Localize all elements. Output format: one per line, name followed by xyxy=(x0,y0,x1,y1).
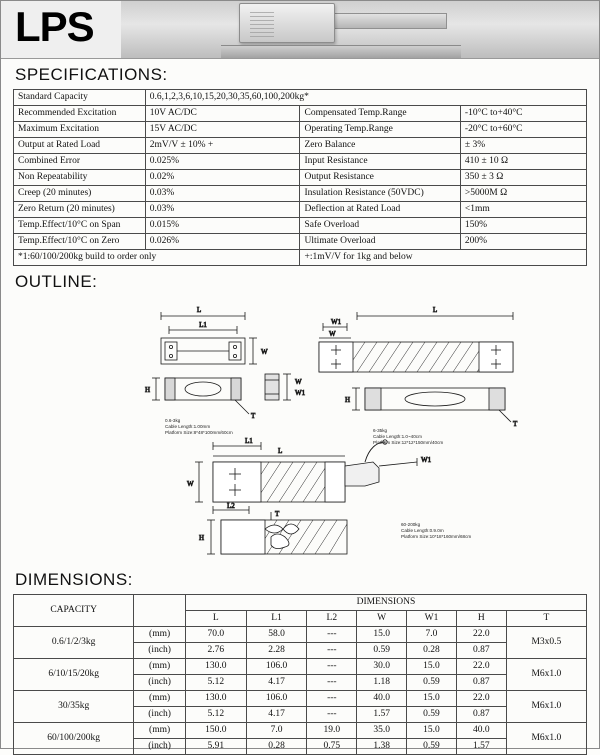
spec-value: 0.015% xyxy=(145,218,300,234)
drawing-caption-large xyxy=(401,522,471,539)
spec-value: -20°C to+60°C xyxy=(460,122,586,138)
drawing-large-side xyxy=(199,510,347,554)
col-unit xyxy=(134,595,186,627)
spec-value: 0.02% xyxy=(145,170,300,186)
spec-value: 0.03% xyxy=(145,202,300,218)
spec-value: 15V AC/DC xyxy=(145,122,300,138)
spec-label: Recommended Excitation xyxy=(14,106,146,122)
table-row xyxy=(14,659,587,675)
spec-footnote-right: +:1mV/V for 1kg and below xyxy=(300,250,587,266)
cell-W1: 0.59 xyxy=(407,675,457,691)
cell-W1: 15.0 xyxy=(407,659,457,675)
outline-drawings xyxy=(13,296,587,564)
cell-L1: 2.28 xyxy=(246,643,307,659)
spec-label: Deflection at Rated Load xyxy=(300,202,460,218)
svg-text:W: W xyxy=(261,348,268,356)
dimensions-heading: DIMENSIONS: xyxy=(15,570,133,589)
cell-H: 40.0 xyxy=(456,723,506,739)
svg-text:Cable Length:1.00mm: Cable Length:1.00mm xyxy=(165,424,211,429)
row-capacity: 60/100/200kg xyxy=(14,723,134,755)
cell-L: 130.0 xyxy=(185,659,246,675)
cell-W: 1.57 xyxy=(357,707,407,723)
spec-label: Zero Balance xyxy=(300,138,460,154)
cell-L1: 106.0 xyxy=(246,659,307,675)
cell-L: 70.0 xyxy=(185,627,246,643)
cell-H: 0.87 xyxy=(456,675,506,691)
spec-value: 10V AC/DC xyxy=(145,106,300,122)
svg-text:W: W xyxy=(329,330,336,338)
spec-value: 2mV/V ± 10% + xyxy=(145,138,300,154)
svg-text:Platform Size:12*12*150mm/40cm: Platform Size:12*12*150mm/40cm xyxy=(373,440,444,445)
spec-footnote-left: *1:60/100/200kg build to order only xyxy=(14,250,300,266)
cell-W1: 0.28 xyxy=(407,643,457,659)
cell-W: 35.0 xyxy=(357,723,407,739)
spec-value: -10°C to+40°C xyxy=(460,106,586,122)
drawing-medium-side xyxy=(345,388,518,428)
cell-W1: 0.59 xyxy=(407,707,457,723)
cell-T: M6x1.0 xyxy=(506,723,586,755)
svg-text:6-35kg: 6-35kg xyxy=(373,428,388,433)
col-capacity: CAPACITY xyxy=(14,595,134,627)
drawing-medium-plan xyxy=(319,306,513,372)
svg-text:Platform Size:8*48*100mm/60cm: Platform Size:8*48*100mm/60cm xyxy=(165,430,233,435)
table-row xyxy=(14,122,587,138)
spec-value: 0.6,1,2,3,6,10,15,20,30,35,60,100,200kg* xyxy=(145,90,586,106)
spec-label: Compensated Temp.Range xyxy=(300,106,460,122)
cell-W: 1.18 xyxy=(357,675,407,691)
cell-H: 1.57 xyxy=(456,739,506,755)
svg-text:W1: W1 xyxy=(331,318,342,326)
page-header xyxy=(1,1,599,59)
cell-L1: 4.17 xyxy=(246,675,307,691)
outline-svg xyxy=(13,296,589,562)
svg-text:W: W xyxy=(187,480,194,488)
table-row xyxy=(14,154,587,170)
col-T: T xyxy=(506,611,586,627)
table-row xyxy=(14,218,587,234)
cell-L: 5.91 xyxy=(185,739,246,755)
spec-value: 0.03% xyxy=(145,186,300,202)
svg-text:Cable Length:1.0~40cm: Cable Length:1.0~40cm xyxy=(373,434,422,439)
row-unit: (inch) xyxy=(134,675,186,691)
row-unit: (mm) xyxy=(134,659,186,675)
svg-text:L: L xyxy=(278,447,283,455)
spec-label: Temp.Effect/10°C on Zero xyxy=(14,234,146,250)
cell-H: 22.0 xyxy=(456,691,506,707)
cell-H: 0.87 xyxy=(456,707,506,723)
table-row xyxy=(14,138,587,154)
col-L1: L1 xyxy=(246,611,307,627)
svg-text:Platform Size:10*18*160mm/68cm: Platform Size:10*18*160mm/68cm xyxy=(401,534,472,539)
row-unit: (mm) xyxy=(134,723,186,739)
col-W: W xyxy=(357,611,407,627)
row-capacity: 30/35kg xyxy=(14,691,134,723)
spec-value: >5000M Ω xyxy=(460,186,586,202)
spec-label: Combined Error xyxy=(14,154,146,170)
svg-text:W1: W1 xyxy=(421,456,432,464)
specifications-heading: SPECIFICATIONS: xyxy=(15,65,168,84)
outline-heading: OUTLINE: xyxy=(15,272,98,291)
spec-label: Standard Capacity xyxy=(14,90,146,106)
drawing-caption-medium xyxy=(373,428,443,445)
cell-H: 22.0 xyxy=(456,659,506,675)
spec-label: Insulation Resistance (50VDC) xyxy=(300,186,460,202)
spec-label: Non Repeatability xyxy=(14,170,146,186)
row-unit: (inch) xyxy=(134,643,186,659)
svg-text:W1: W1 xyxy=(295,389,306,397)
drawing-small-plan xyxy=(161,306,268,364)
row-unit: (inch) xyxy=(134,739,186,755)
row-capacity: 6/10/15/20kg xyxy=(14,659,134,691)
table-row xyxy=(14,202,587,218)
row-unit: (inch) xyxy=(134,707,186,723)
drawing-caption-small xyxy=(165,418,233,435)
row-capacity: 0.6/1/2/3kg xyxy=(14,627,134,659)
svg-text:L: L xyxy=(196,306,202,314)
cell-L2: --- xyxy=(307,691,357,707)
svg-text:Cable Length:0.9.0m: Cable Length:0.9.0m xyxy=(401,528,444,533)
row-unit: (mm) xyxy=(134,627,186,643)
cell-L2: --- xyxy=(307,643,357,659)
photo-plate-bottom xyxy=(221,45,461,59)
cell-H: 0.87 xyxy=(456,643,506,659)
svg-text:H: H xyxy=(199,534,205,542)
svg-text:H: H xyxy=(145,386,151,394)
spec-label: Operating Temp.Range xyxy=(300,122,460,138)
cell-W1: 15.0 xyxy=(407,691,457,707)
cell-W1: 7.0 xyxy=(407,627,457,643)
spec-label: Input Resistance xyxy=(300,154,460,170)
table-row xyxy=(14,627,587,643)
table-row xyxy=(14,723,587,739)
col-dimensions-group: DIMENSIONS xyxy=(185,595,586,611)
product-logo: LPS xyxy=(15,3,94,50)
cell-L1: 0.28 xyxy=(246,739,307,755)
product-photo xyxy=(121,1,599,59)
spec-value: 0.025% xyxy=(145,154,300,170)
spec-label: Zero Return (20 minutes) xyxy=(14,202,146,218)
cell-L2: --- xyxy=(307,659,357,675)
cell-L2: --- xyxy=(307,675,357,691)
spec-label: Maximum Excitation xyxy=(14,122,146,138)
dimensions-table xyxy=(13,594,587,755)
col-W1: W1 xyxy=(407,611,457,627)
cell-L2: --- xyxy=(307,707,357,723)
spec-value: 150% xyxy=(460,218,586,234)
cell-W: 0.59 xyxy=(357,643,407,659)
table-row xyxy=(14,186,587,202)
spec-label: Safe Overload xyxy=(300,218,460,234)
cell-T: M3x0.5 xyxy=(506,627,586,659)
table-row xyxy=(14,250,587,266)
svg-text:L1: L1 xyxy=(199,321,207,329)
cell-L2: 0.75 xyxy=(307,739,357,755)
cell-W: 40.0 xyxy=(357,691,407,707)
drawing-large-plan xyxy=(187,437,432,514)
cell-L1: 58.0 xyxy=(246,627,307,643)
svg-text:T: T xyxy=(251,412,256,420)
svg-text:T: T xyxy=(275,510,280,518)
spec-label: Creep (20 minutes) xyxy=(14,186,146,202)
spec-label: Output Resistance xyxy=(300,170,460,186)
cell-L: 150.0 xyxy=(185,723,246,739)
table-row xyxy=(14,90,587,106)
spec-value: ± 3% xyxy=(460,138,586,154)
table-row xyxy=(14,106,587,122)
photo-load-cell-body xyxy=(239,3,335,43)
cell-W1: 0.59 xyxy=(407,739,457,755)
spec-label: Ultimate Overload xyxy=(300,234,460,250)
svg-text:H: H xyxy=(345,396,351,404)
cell-W: 30.0 xyxy=(357,659,407,675)
col-L: L xyxy=(185,611,246,627)
specifications-table xyxy=(13,89,587,266)
table-row xyxy=(14,691,587,707)
table-row xyxy=(14,234,587,250)
cell-L: 2.76 xyxy=(185,643,246,659)
cell-T: M6x1.0 xyxy=(506,691,586,723)
cell-L1: 7.0 xyxy=(246,723,307,739)
table-row xyxy=(14,170,587,186)
spec-label: Temp.Effect/10°C on Span xyxy=(14,218,146,234)
cell-T: M6x1.0 xyxy=(506,659,586,691)
svg-text:60-200kg: 60-200kg xyxy=(401,522,421,527)
cell-L: 130.0 xyxy=(185,691,246,707)
drawing-small-side xyxy=(145,374,306,420)
cell-L1: 106.0 xyxy=(246,691,307,707)
spec-value: <1mm xyxy=(460,202,586,218)
cell-W1: 15.0 xyxy=(407,723,457,739)
cell-H: 22.0 xyxy=(456,627,506,643)
spec-value: 350 ± 3 Ω xyxy=(460,170,586,186)
svg-text:0.6-3kg: 0.6-3kg xyxy=(165,418,181,423)
photo-plate-top xyxy=(327,13,447,29)
specifications-section xyxy=(1,89,599,266)
cell-L2: 19.0 xyxy=(307,723,357,739)
svg-text:W: W xyxy=(295,378,302,386)
svg-text:T: T xyxy=(513,420,518,428)
cell-L: 5.12 xyxy=(185,675,246,691)
spec-value: 0.026% xyxy=(145,234,300,250)
col-H: H xyxy=(456,611,506,627)
svg-text:L2: L2 xyxy=(227,502,235,510)
col-L2: L2 xyxy=(307,611,357,627)
cell-L: 5.12 xyxy=(185,707,246,723)
spec-value: 410 ± 10 Ω xyxy=(460,154,586,170)
row-unit: (mm) xyxy=(134,691,186,707)
spec-label: Output at Rated Load xyxy=(14,138,146,154)
table-header-row xyxy=(14,595,587,611)
spec-value: 200% xyxy=(460,234,586,250)
cell-W: 15.0 xyxy=(357,627,407,643)
cell-W: 1.38 xyxy=(357,739,407,755)
dimensions-section xyxy=(1,594,599,755)
cell-L1: 4.17 xyxy=(246,707,307,723)
svg-text:L: L xyxy=(432,306,438,314)
cell-L2: --- xyxy=(307,627,357,643)
svg-text:L1: L1 xyxy=(245,437,253,445)
